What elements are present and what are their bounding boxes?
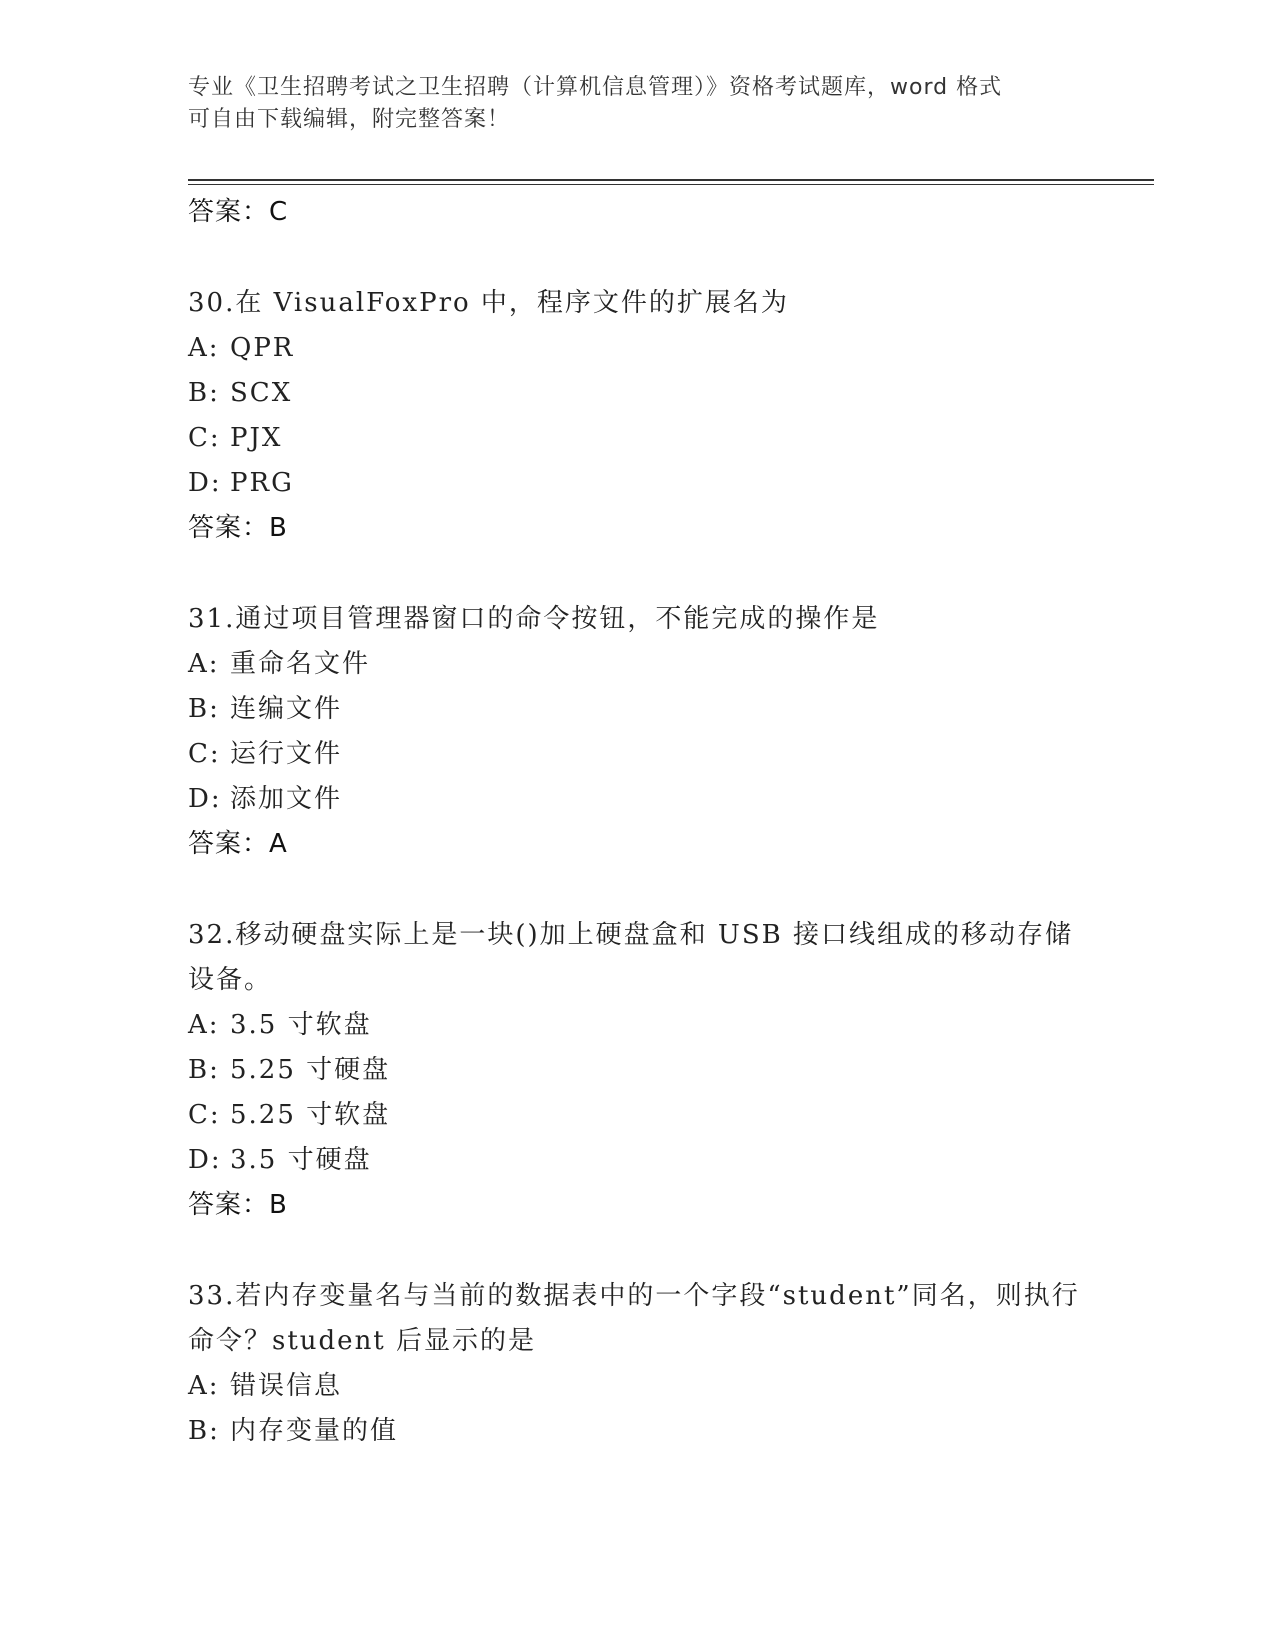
option-c: [188, 732, 1088, 777]
option-b: [188, 1048, 1088, 1093]
option-text: 3.5 寸软盘: [230, 1010, 372, 1040]
option-key: A:: [188, 649, 220, 679]
option-text: 3.5 寸硬盘: [230, 1145, 372, 1175]
option-key: C:: [188, 739, 221, 769]
question-text: 32.移动硬盘实际上是一块()加上硬盘盒和 USB 接口线组成的移动存储设备。: [188, 920, 1073, 995]
answer: 答案：B: [188, 513, 288, 543]
option-text: 添加文件: [230, 784, 343, 814]
option-key: D:: [188, 784, 222, 814]
header-rule-thin: [188, 184, 1154, 185]
option-text: 5.25 寸软盘: [230, 1100, 391, 1130]
header-line-2: 可自由下载编辑，附完整答案！: [188, 107, 511, 132]
option-a: [188, 642, 1088, 687]
header-rule-thick: [188, 179, 1154, 181]
option-text: PRG: [230, 468, 294, 498]
question-33: [188, 1274, 1088, 1454]
option-key: B:: [188, 1416, 220, 1446]
question-list: [188, 190, 1088, 1454]
option-text: QPR: [230, 333, 295, 363]
header-line-1: 专业《卫生招聘考试之卫生招聘（计算机信息管理）》资格考试题库，word 格式: [188, 75, 1003, 100]
option-c: [188, 416, 1088, 461]
option-key: A:: [188, 1010, 220, 1040]
answer: 答案：A: [188, 829, 288, 859]
question-32: [188, 913, 1088, 1228]
option-text: PJX: [230, 423, 283, 453]
option-key: B:: [188, 378, 220, 408]
question-text: 33.若内存变量名与当前的数据表中的一个字段“student”同名，则执行命令？student 后显示的是: [188, 1281, 1080, 1356]
option-d: [188, 1138, 1088, 1183]
option-key: B:: [188, 694, 220, 724]
option-a: [188, 1003, 1088, 1048]
option-text: 错误信息: [230, 1371, 343, 1401]
document-header: [188, 72, 1088, 136]
option-d: [188, 461, 1088, 506]
option-key: C:: [188, 423, 221, 453]
question-text: 30.在 VisualFoxPro 中，程序文件的扩展名为: [188, 288, 789, 318]
answer: 答案：B: [188, 1190, 288, 1220]
option-key: D:: [188, 1145, 222, 1175]
option-key: A:: [188, 1371, 220, 1401]
option-b: [188, 687, 1088, 732]
option-key: C:: [188, 1100, 221, 1130]
option-a: [188, 1364, 1088, 1409]
option-a: [188, 326, 1088, 371]
question-30: [188, 281, 1088, 551]
option-text: 内存变量的值: [230, 1416, 399, 1446]
question-31: [188, 597, 1088, 867]
option-text: 5.25 寸硬盘: [230, 1055, 391, 1085]
option-c: [188, 1093, 1088, 1138]
option-b: [188, 1409, 1088, 1454]
option-key: D:: [188, 468, 222, 498]
option-key: B:: [188, 1055, 220, 1085]
option-b: [188, 371, 1088, 416]
option-d: [188, 777, 1088, 822]
option-text: SCX: [230, 378, 293, 408]
option-text: 连编文件: [230, 694, 343, 724]
question-text: 31.通过项目管理器窗口的命令按钮，不能完成的操作是: [188, 604, 880, 634]
option-text: 运行文件: [230, 739, 343, 769]
previous-answer: 答案：C: [188, 197, 289, 227]
option-text: 重命名文件: [230, 649, 371, 679]
option-key: A:: [188, 333, 220, 363]
